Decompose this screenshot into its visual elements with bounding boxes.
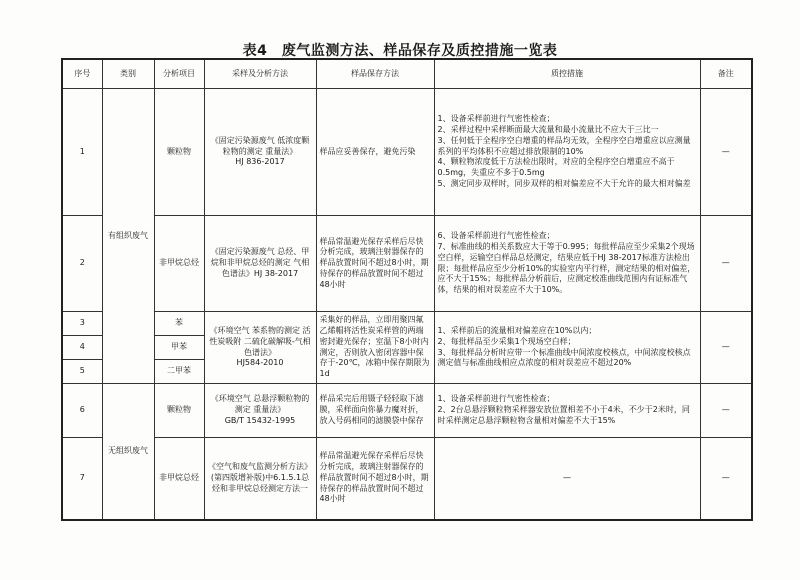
table-row [62, 438, 752, 520]
storage-cell: 样品采完后用镊子轻轻取下滤膜，采样面向你暴力魔对折，放入号码相同的滤膜袋中保存 [316, 384, 434, 438]
qc-line: 7、标准曲线的相关系数应大于等于0.995；每批样品应至少采集2个现场空白样，运输空白样品总烃测定，结果应低于HJ 38-2017标准方法检出限；每批样品应至少分析10%的实验室内平行样，测定结果的相对偏差，应不大于15%；每批样品分析前后，应测定校准曲线范围内有证标准气体，结果的相对误差应不大于10%。 [437, 241, 696, 295]
remark-cell: — [700, 384, 752, 438]
qc-line: 2、2台总悬浮颗粒物采样器安放位置相差不小于4米，不少于2米时，同时采样测定总悬浮颗粒物含量相对偏差不大于15% [437, 405, 690, 425]
qc-cell [434, 384, 700, 438]
header-no: 序号 [62, 59, 102, 89]
qc-line: 3、任何低于全程序空白增重的样品均无效，全程序空白增重应以应测量系列的平均体积不应超过排放限制的10% [437, 135, 691, 156]
qc-line: 2、每批样品至少采集1个现场空白样； [437, 336, 576, 346]
remark-cell: — [700, 438, 752, 520]
row-number: 2 [62, 216, 102, 312]
method-cell [204, 216, 316, 312]
qc-line: 4、颗粒物浓度低于方法检出限时，对应的全程序空白增重应不高于0.5mg，失重应不多于0.5mg [437, 157, 675, 178]
table-row [62, 384, 752, 438]
storage-cell: 样品常温避光保存采样后尽快分析完成，玻璃注射器保存的样品放置时间不超过8小时，期待保存的样品放置时间不超过48小时 [316, 438, 434, 520]
header-method: 采样及分析方法 [204, 59, 316, 89]
header-item: 分析项目 [154, 59, 204, 89]
remark-cell: — [700, 216, 752, 312]
category-organized: 有组织废气 [102, 89, 154, 384]
header-remark: 备注 [700, 59, 752, 89]
method-line: 《环境空气 总悬浮颗粒物的测定 重量法》 [210, 394, 310, 415]
analysis-item: 颗粒物 [154, 89, 204, 216]
qc-cell [434, 89, 700, 216]
row-number: 3 [62, 312, 102, 336]
category-unorganized: 无组织废气 [102, 384, 154, 520]
analysis-item: 二甲苯 [154, 360, 204, 384]
qc-line: 2、采样过程中采样断面最大流量和最小流量比不应大于三比一 [437, 125, 659, 134]
method-cell [204, 438, 316, 520]
method-cell [204, 89, 316, 216]
storage-cell: 样品应妥善保存，避免污染 [316, 89, 434, 216]
remark-cell: — [700, 89, 752, 216]
header-qc: 质控措施 [434, 59, 700, 89]
analysis-item: 非甲烷总烃 [154, 438, 204, 520]
qc-cell [434, 312, 700, 384]
table-row [62, 216, 752, 312]
row-number: 5 [62, 360, 102, 384]
qc-line: 6、设备采样前进行气密性检查； [437, 231, 555, 241]
header-storage: 样品保存方法 [316, 59, 434, 89]
method-line: 《固定污染源废气 总烃、甲烷和非甲烷总烃的测定 气相色谱法》HJ 38-2017 [210, 247, 310, 278]
monitoring-table [61, 58, 753, 521]
method-line: HJ584-2010 [236, 358, 284, 368]
analysis-item: 甲苯 [154, 336, 204, 360]
row-number: 1 [62, 89, 102, 216]
method-cell [204, 312, 316, 384]
qc-line: 1、设备采样前进行气密性检查； [437, 114, 555, 124]
analysis-item: 非甲烷总烃 [154, 216, 204, 312]
qc-cell [434, 216, 700, 312]
qc-line: 3、每批样品分析时应带一个标准曲线中间浓度校核点，中间浓度校核点测定值与标准曲线相应点浓度的相对误差应不超过20% [437, 347, 691, 368]
method-cell [204, 384, 316, 438]
remark-cell: — [700, 312, 752, 384]
qc-line: 5、测定同步双样时，同步双样的相对偏差应不大于允许的最大相对偏差 [437, 178, 691, 188]
method-line: 《空气和废气监测分析方法》(第四版增补版)中6.1.5.1总烃和非甲烷总烃测定方法一 [208, 462, 312, 493]
qc-line: 1、设备采样前进行气密性检查； [437, 394, 555, 404]
method-line: 《固定污染源废气 低浓度颗粒物的测定 重量法》 [210, 135, 310, 156]
qc-line: 1、采样前后的流量相对偏差应在10%以内； [437, 325, 597, 335]
document-title: 表4 废气监测方法、样品保存及质控措施一览表 [242, 43, 558, 59]
header-row [62, 59, 752, 89]
qc-cell: — [434, 438, 700, 520]
storage-cell: 样品常温避光保存采样后尽快分析完成，玻璃注射器保存的样品放置时间不超过8小时，期待保存的样品放置时间不超过48小时 [316, 216, 434, 312]
table-row [62, 89, 752, 216]
header-category: 类别 [102, 59, 154, 89]
row-number: 4 [62, 336, 102, 360]
table-row [62, 312, 752, 336]
method-line: 《环境空气 苯系物的测定 活性炭吸附 二硫化碳解吸-气相色谱法》 [209, 325, 311, 357]
analysis-item: 颗粒物 [154, 384, 204, 438]
storage-cell: 采集好的样品，立即用聚四氟乙烯帽将活性炭采样管的两端密封避光保存；室温下8小时内测定，否则放入密闭容器中保存于-20℃，冰箱中保存期限为1d [316, 312, 434, 384]
row-number: 7 [62, 438, 102, 520]
method-line: HJ 836-2017 [235, 157, 285, 167]
method-line: GB/T 15432-1995 [224, 415, 296, 425]
analysis-item: 苯 [154, 312, 204, 336]
row-number: 6 [62, 384, 102, 438]
